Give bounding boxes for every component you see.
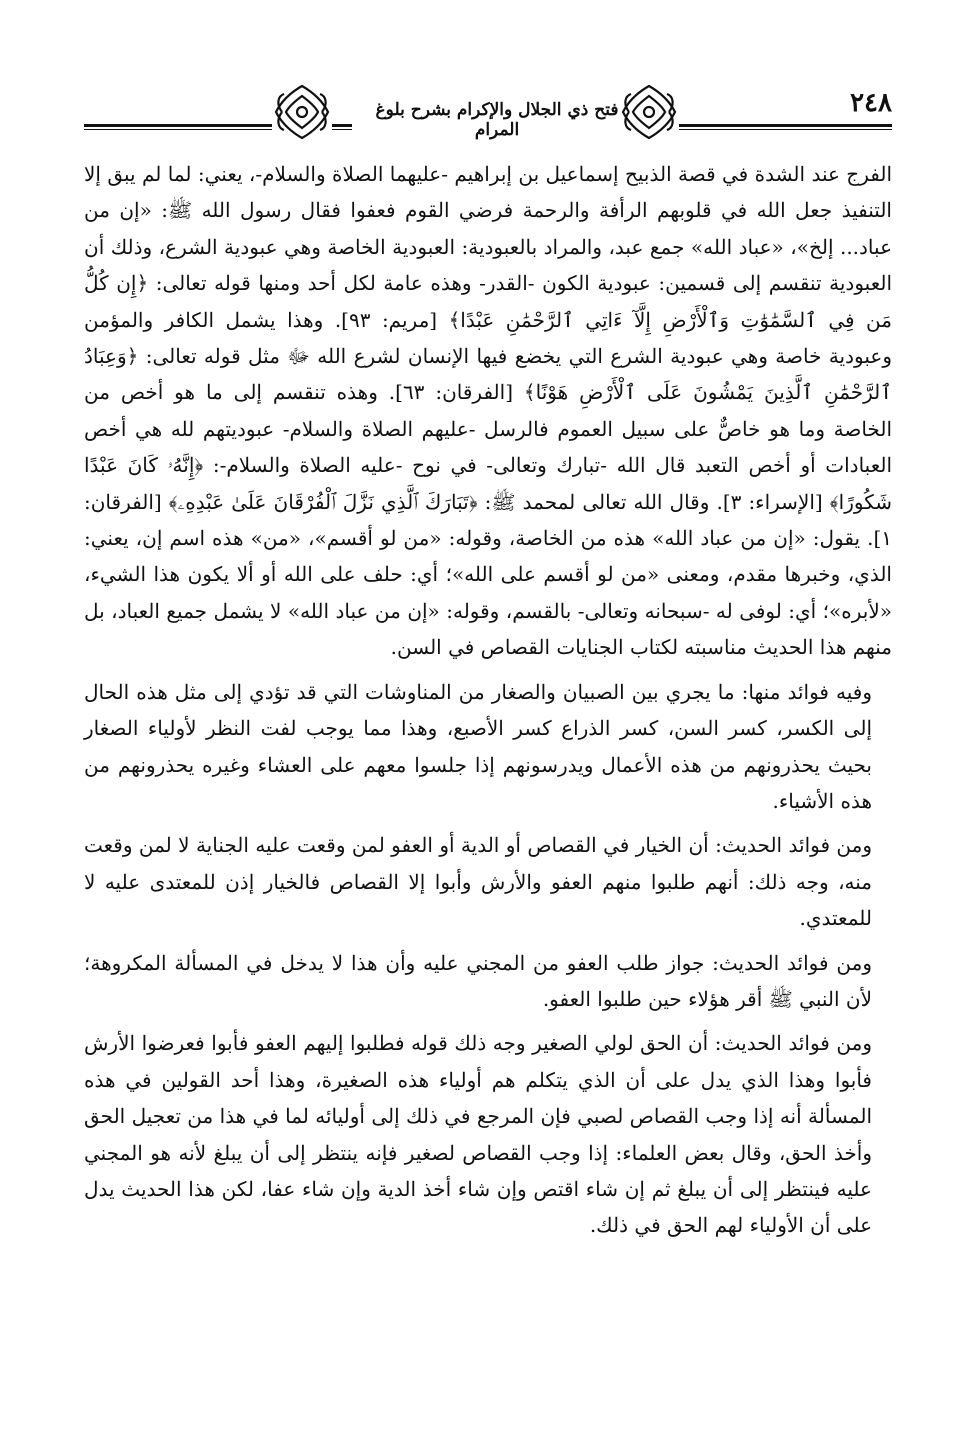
page-number: ٢٤٨	[844, 88, 892, 118]
book-title: فتح ذي الجلال والإكرام بشرح بلوغ المرام	[352, 100, 642, 140]
arabesque-ornament-icon	[272, 82, 332, 142]
paragraph: الفرج عند الشدة في قصة الذبيح إسماعيل بن إبراهيم -عليهما الصلاة والسلام-، يعني: لما لم يبق إلا التنفيذ جعل الله في قلوبهم الرأفة والرحمة فرضي القوم فعفوا فقال رسول الله ﷺ: «إن من عباد... إلخ»، «عباد الله» جمع عبد، والمراد بالعبودية: العبودية الخاصة وهي عبودية الشرع، وذلك أن العبودية تنقسم إلى قسمين: عبودية الكون -القدر- وهذه عامة لكل أحد ومنها قوله تعالى: ﴿إِن كُلُّ مَن فِي ٱلسَّمَٰوَٰتِ وَٱلْأَرْضِ إِلَّآ ءَاتِي ٱلرَّحْمَٰنِ عَبْدًا﴾ [مريم: ٩٣]. وهذا يشمل الكافر والمؤمن وعبودية خاصة وهي عبودية الشرع التي يخضع فيها الإنسان لشرع الله ﷻ مثل قوله تعالى: ﴿وَعِبَادُ ٱلرَّحْمَٰنِ ٱلَّذِينَ يَمْشُونَ عَلَى ٱلْأَرْضِ هَوْنًا﴾ [الفرقان: ٦٣]. وهذه تنقسم إلى ما هو أخص من الخاصة وما هو خاصٌّ على سبيل العموم فالرسل -عليهم الصلاة والسلام- عبوديتهم لله هي أخص العبادات أو أخص التعبد قال الله -تبارك وتعالى- في نوح -عليه الصلاة والسلام-: ﴿إِنَّهُۥ كَانَ عَبْدًا شَكُورًا﴾ [الإسراء: ٣]. وقال الله تعالى لمحمد ﷺ: ﴿تَبَارَكَ ٱلَّذِي نَزَّلَ ٱلْفُرْقَانَ عَلَىٰ عَبْدِهِۦ﴾ [الفرقان: ١]. يقول: «إن من عباد الله» هذه من الخاصة، وقوله: «من لو أقسم»، «من» هذه اسم إن، يعني: الذي، وخبرها مقدم، ومعنى «من لو أقسم على الله»؛ أي: حلف على الله أو ألا يكون هذا الشيء، «لأبره»؛ أي: لوفى له -سبحانه وتعالى- بالقسم، وقوله: «إن من عباد الله» لا يشمل جميع العباد، بل منهم هذا الحديث مناسبته لكتاب الجنايات القصاص في السن.	[84, 162, 892, 660]
paragraph: ومن فوائد الحديث: جواز طلب العفو من المجني عليه وأن هذا لا يدخل في المسألة المكروهة؛ لأن النبي ﷺ أقر هؤلاء حين طلبوا العفو.	[84, 950, 872, 1011]
paragraph: ومن فوائد الحديث: أن الحق لولي الصغير وجه ذلك قوله فطلبوا إليهم العفو فأبوا فعرضوا الأرش فأبوا وهذا الذي يدل على أن الذي يتكلم هم أولياء هذه الصغيرة، وهذا أحد القولين في هذه المسألة أنه إذا وجب القصاص لصبي فإن المرجع في ذلك إلى أوليائه لما في هذا من تعجيل الحق وأخذ الحق، وقال بعض العلماء: إذا وجب القصاص لصغير فإنه ينتظر إلى أن يبلغ لأنه هو المجني عليه فينتظر إلى أن يبلغ ثم إن شاء اقتص وإن شاء أخذ الدية وإن شاء عفا، لكن هذا الحديث يدل على أن الأولياء لهم الحق في ذلك.	[84, 1031, 872, 1238]
paragraph: وفيه فوائد منها: ما يجري بين الصبيان والصغار من المناوشات التي قد تؤدي إلى مثل هذه الحال إلى الكسر، كسر السن، كسر الذراع كسر الأصبع، وهذا مما يوجب لفت النظر لأولياء الصغار بحيث يحذرونهم من هذه الأعمال ويدرسونهم إذا جلسوا معهم على العشاء وغيره يحذرونهم من هذه الأشياء.	[84, 679, 872, 813]
page-header	[84, 82, 892, 142]
paragraph: ومن فوائد الحديث: أن الخيار في القصاص أو الدية أو العفو لمن وقعت عليه الجناية لا لمن وقعت منه، وجه ذلك: أنهم طلبوا منهم العفو والأرش وأبوا إلا القصاص فالخيار إذن للمعتدى عليه لا للمعتدي.	[84, 833, 872, 931]
arabesque-ornament-icon	[619, 82, 679, 142]
body-text	[84, 156, 892, 1244]
